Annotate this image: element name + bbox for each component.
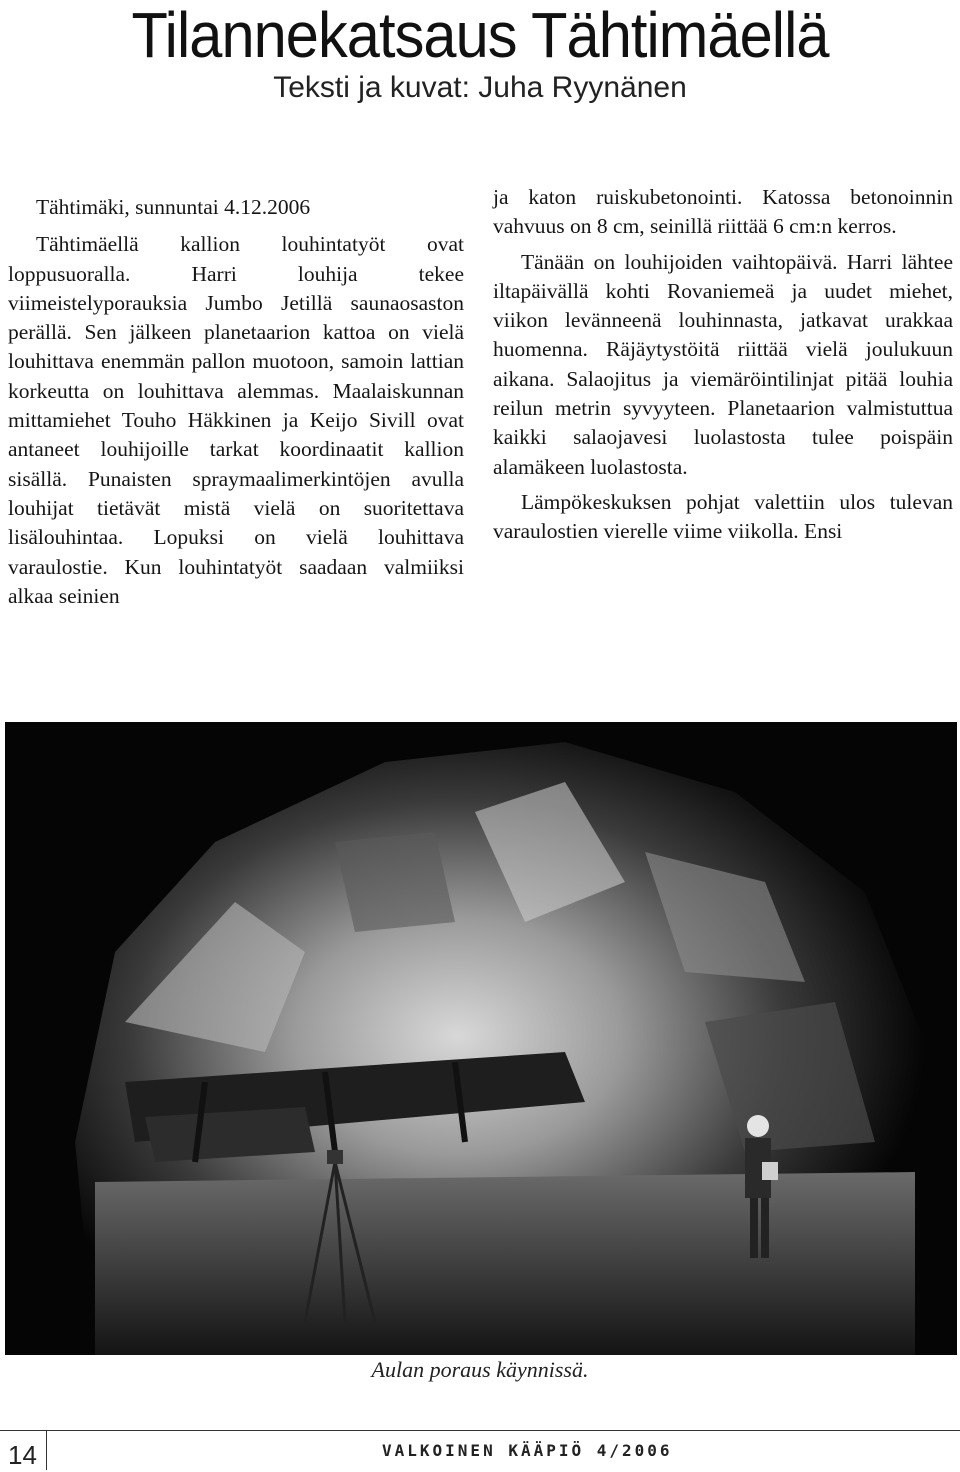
footer-divider	[0, 1430, 960, 1431]
photo-caption: Aulan poraus käynnissä.	[371, 1357, 589, 1382]
page-number: 14	[8, 1440, 37, 1470]
article-left-column	[8, 193, 464, 611]
article-dateline: Tähtimäki, sunnuntai 4.12.2006	[36, 195, 311, 219]
article-byline: Teksti ja kuvat: Juha Ryynänen	[273, 71, 687, 104]
article-paragraph: ja katon ruiskubetonointi. Katossa betonoinnin vahvuus on 8 cm, seinillä riittää 6 cm:n kerros.	[493, 185, 953, 239]
tunnel-photo-illustration	[5, 722, 957, 1355]
article-paragraph: Tähtimäellä kallion louhintatyöt ovat loppusuoralla. Harri louhija tekee viimeistelyporauksia Jumbo Jetillä saunaosaston perällä. Sen jälkeen planetaarion kattoa on vielä louhittava enemmän pallon muotoon, samoin lattian korkeutta on louhittava alemmas. Maalaiskunnan mittamiehet Touho Häkkinen ja Keijo Sivill ovat antaneet louhijoille tarkat koordinaatit kallion sisällä. Punaisten spraymaalimerkintöjen avulla louhijat tietävät mistä vielä on suoritettava lisälouhintaa. Lopuksi on vielä louhittava varaulostie. Kun louhintatyöt saadaan valmiiksi alkaa seinien	[8, 232, 464, 608]
article-paragraph: Lämpökeskuksen pohjat valettiin ulos tulevan varaulostien vierelle viime viikolla. Ensi	[493, 489, 953, 544]
magazine-issue: VALKOINEN KÄÄPIÖ 4/2006	[382, 1441, 673, 1460]
tunnel-drilling-photo	[5, 722, 957, 1355]
article-paragraph: Tänään on louhijoiden vaihtopäivä. Harri lähtee iltapäivällä kohti Rovaniemeä ja uudet miehet, viikon levänneenä louhinnasta, jatkavat urakkaa huomenna. Räjäytystöitä riittää vielä joulukuun aikana. Salaojitus ja viemäröintilinjat pitää louhia reilun metrin syvyyteen. Planetaarion valmistuttua kaikki salaojavesi luolastosta tulee poispäin alamäkeen luolastosta.	[493, 249, 953, 479]
article-right-column	[493, 183, 953, 547]
article-title: Tilannekatsaus Tähtimäellä	[131, 0, 829, 71]
